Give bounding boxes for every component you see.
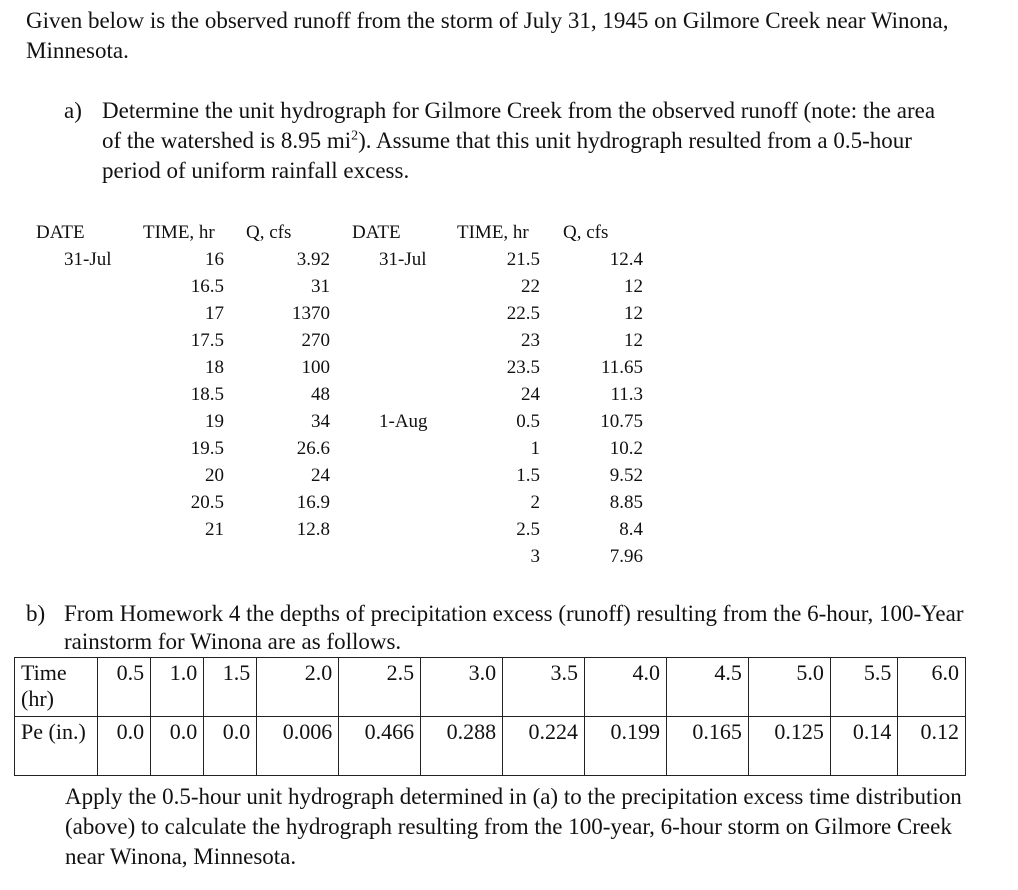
table-cell: 0.288 [421,717,503,776]
table-cell: 0.5 [98,658,151,717]
table-cell: 18 [205,357,224,378]
header-q-2: Q, cfs [563,222,609,243]
table-cell: 12.8 [296,519,330,540]
header-time-2: TIME, hr [457,222,529,243]
table-cell: 17.5 [190,330,224,351]
table-cell: 3.5 [503,658,585,717]
time-row [15,658,966,717]
table-cell: 2 [530,492,540,513]
table-cell: 0.199 [585,717,667,776]
header-date-2: DATE [352,222,401,243]
table-cell: 8.4 [619,519,643,540]
table-cell: 0.224 [503,717,585,776]
table-cell: 26.6 [296,438,330,459]
table-cell: 0.5 [516,411,540,432]
table-cell: 3.0 [421,658,503,717]
table-cell: 4.5 [666,658,748,717]
header-date-1: DATE [36,222,85,243]
part-b-label: b) [26,601,46,626]
table-cell: 12 [624,303,643,324]
part-a-text-after: ). Assume that this unit hydrograph resulted from a 0.5-hour period of uniform rainfall excess. [102,128,912,183]
table-cell: 22.5 [506,303,540,324]
table-cell: 3.92 [296,249,330,270]
table-cell: 0.14 [830,717,898,776]
pe-row-label: Pe (in.) [15,717,98,776]
table-cell: 16.5 [190,276,224,297]
table-cell: 19 [205,411,224,432]
table-cell: 20 [205,465,224,486]
table-cell: 0.466 [339,717,421,776]
table-cell: 3 [530,546,540,567]
table-cell: 19.5 [190,438,224,459]
table-cell: 5.0 [748,658,830,717]
table-cell: 24 [311,465,330,486]
right-q-column [565,246,643,570]
table-cell: 11.3 [610,384,643,405]
table-cell: 11.65 [600,357,643,378]
table-cell: 24 [521,384,540,405]
right-time-column [470,246,540,570]
table-cell: 10.2 [609,438,643,459]
header-time-1: TIME, hr [143,222,215,243]
table-cell: 1.5 [516,465,540,486]
table-cell: 4.0 [585,658,667,717]
header-q-1: Q, cfs [246,222,292,243]
table-cell: 12 [624,276,643,297]
table-cell: 21 [205,519,224,540]
table-cell: 23 [521,330,540,351]
table-cell: 0.0 [98,717,151,776]
table-cell: 100 [301,357,330,378]
apply-instructions: Apply the 0.5-hour unit hydrograph determined in (a) to the precipitation excess time distribution (above) to calculate the hydrograph resulting from the 100-year, 6-hour storm on Gilmore Creek near Winona, Minnesota. [65,784,962,869]
table-cell: 7.96 [609,546,643,567]
table-cell: 12 [624,330,643,351]
table-cell: 34 [311,411,330,432]
part-a-label: a) [64,98,82,123]
table-cell: 2.5 [339,658,421,717]
runoff-data-table [0,220,700,580]
table-cell: 2.0 [257,658,339,717]
table-cell: 10.75 [600,411,643,432]
time-row-label: Time (hr) [15,658,98,717]
table-cell: 12.4 [609,249,643,270]
intro-text: Given below is the observed runoff from the storm of July 31, 1945 on Gilmore Creek near Winona, Minnesota. [26,8,949,63]
left-time-column [150,246,224,543]
part-a-text [102,96,952,186]
left-date-column [64,246,112,273]
table-cell: 21.5 [506,249,540,270]
precip-excess-table [14,657,966,776]
superscript: 2 [351,128,359,144]
table-cell: 1.0 [151,658,204,717]
pe-row [15,717,966,776]
table-cell: 8.85 [609,492,643,513]
table-cell: 31-Jul [64,249,112,270]
table-cell: 0.0 [204,717,257,776]
part-b-text: From Homework 4 the depths of precipitation excess (runoff) resulting from the 6-hour, 100-Year rainstorm for Winona are as follows. [64,601,964,654]
table-cell: 0.165 [666,717,748,776]
table-cell: 48 [311,384,330,405]
table-cell: 20.5 [190,492,224,513]
table-cell: 5.5 [830,658,898,717]
table-cell: 23.5 [506,357,540,378]
part-a-text-before: Determine the unit hydrograph for Gilmore Creek from the observed runoff (note: the area of the watershed is 8.95 mi [102,98,936,153]
table-cell: 1 [530,438,540,459]
table-cell: 1-Aug [379,411,428,432]
table-cell: 1370 [292,303,330,324]
table-cell: 16.9 [296,492,330,513]
table-cell: 22 [521,276,540,297]
table-cell: 9.52 [609,465,643,486]
table-cell: 17 [205,303,224,324]
table-cell: 0.0 [151,717,204,776]
table-cell: 31 [311,276,330,297]
table-cell: 6.0 [898,658,966,717]
table-cell: 16 [205,249,224,270]
table-cell: 2.5 [516,519,540,540]
table-cell: 0.006 [257,717,339,776]
left-q-column [250,246,330,543]
table-cell: 31-Jul [379,249,427,270]
table-cell: 0.125 [748,717,830,776]
right-date-column [379,246,459,435]
table-cell: 0.12 [898,717,966,776]
table-cell: 18.5 [190,384,224,405]
table-cell: 1.5 [204,658,257,717]
table-cell: 270 [301,330,330,351]
